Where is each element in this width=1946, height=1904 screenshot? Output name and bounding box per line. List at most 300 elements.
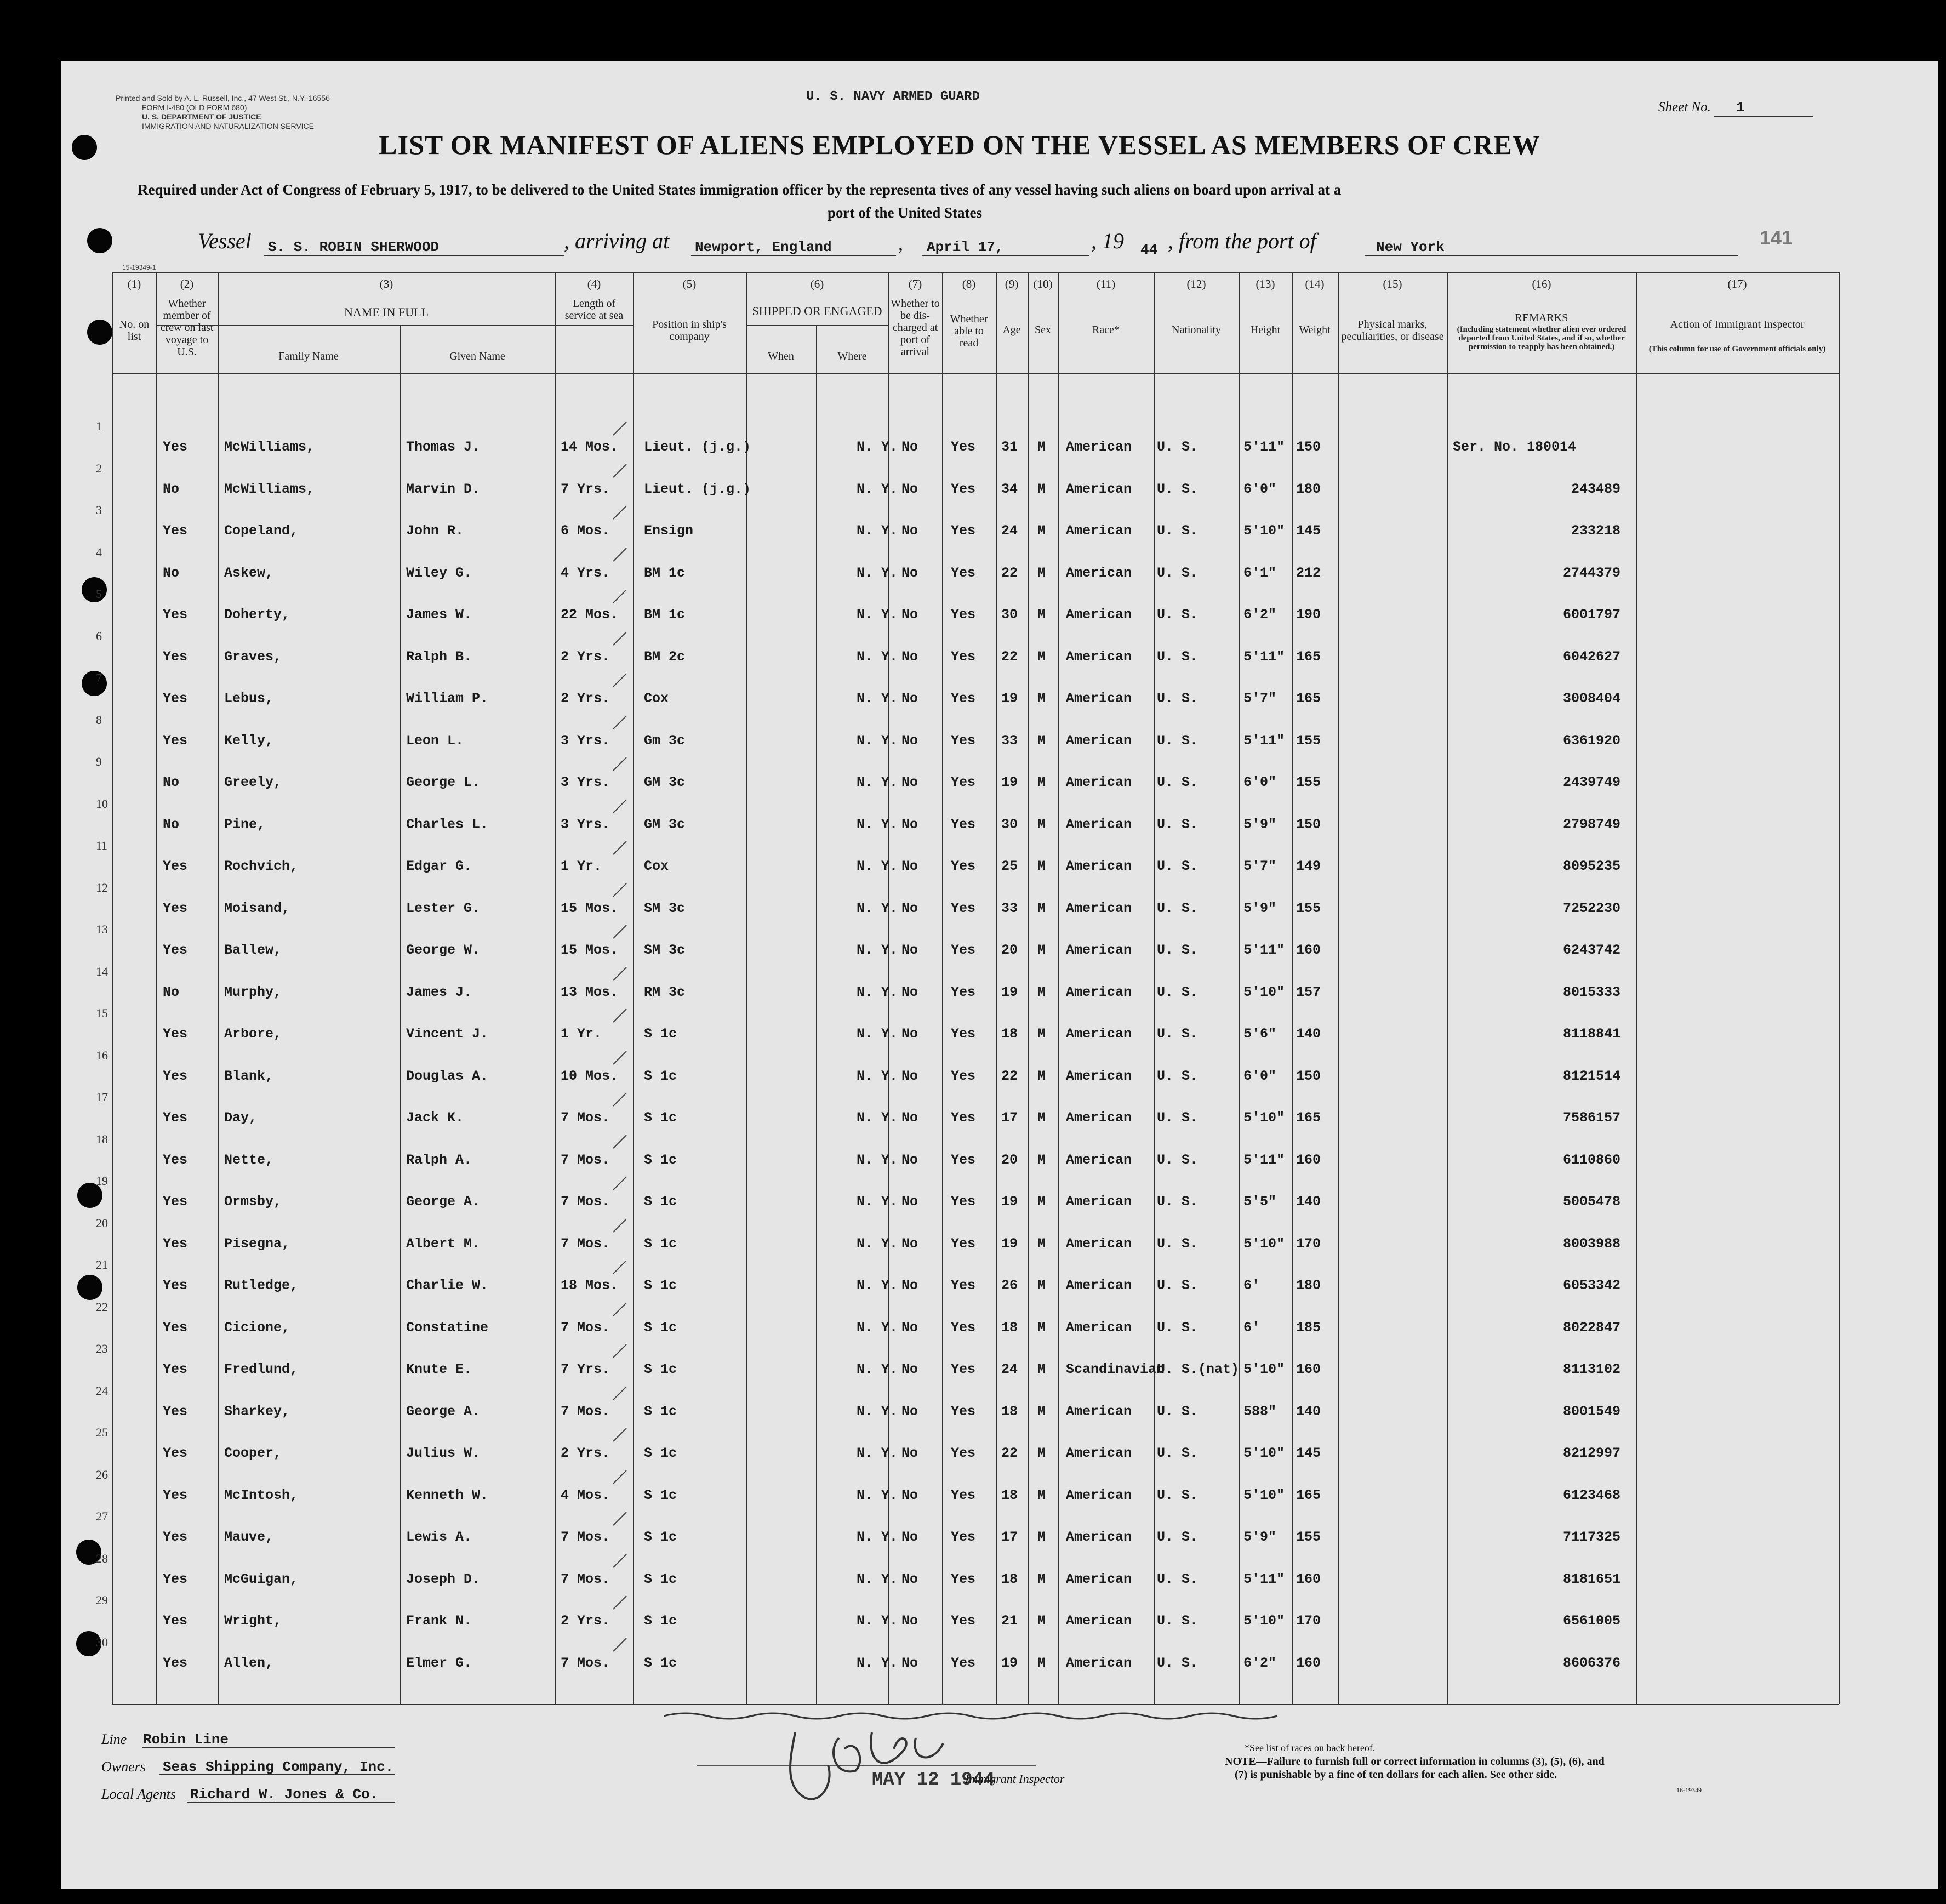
sheet-label: Sheet No. [1658,100,1711,115]
col-14-heading: Weight [1299,324,1331,336]
check-mark-icon [609,1397,631,1419]
departure-port: New York [1376,239,1445,255]
family-name: Blank, [224,1068,274,1084]
remarks-serial: 8001549 [1562,1404,1620,1420]
sheet-number: 1 [1714,99,1813,117]
race: American [1066,817,1132,833]
family-name: McIntosh, [224,1487,299,1503]
weight: 170 [1296,1236,1321,1252]
height: 5'11" [1243,942,1285,958]
service-length: 3 Yrs. [561,774,610,790]
ship-position: S 1c [644,1445,677,1461]
shipped-where: N. Y. [857,649,898,665]
service-length: 15 Mos. [561,900,619,916]
form-number: FORM I-480 (OLD FORM 680) [142,103,247,112]
weight: 165 [1296,649,1321,665]
service-length: 13 Mos. [561,984,619,1000]
race: American [1066,1529,1132,1545]
shipped-where: N. Y. [857,1236,898,1252]
race: American [1066,1278,1132,1293]
given-name: Joseph D. [406,1571,481,1587]
remarks-serial: 8003988 [1562,1236,1620,1252]
row-number: 4 [96,545,102,559]
able-to-read: Yes [951,1613,976,1629]
discharged: No [901,649,918,665]
discharged: No [901,1571,918,1587]
age: 17 [1001,1110,1018,1126]
service-length: 10 Mos. [561,1068,619,1084]
check-mark-icon [609,1313,631,1335]
age: 19 [1001,691,1018,706]
check-mark-icon [609,1145,631,1167]
race: American [1066,774,1132,790]
agents-label: Local Agents [101,1786,176,1802]
crew-last-voyage: Yes [163,1026,188,1042]
service-length: 22 Mos. [561,607,619,623]
height: 5'10" [1243,984,1285,1000]
col-14-number: (14) [1305,277,1325,290]
sex: M [1037,1026,1046,1042]
height: 5'10" [1243,1445,1285,1461]
row-number: 16 [96,1048,108,1062]
sex: M [1037,900,1046,916]
given-name: Knute E. [406,1361,472,1377]
discharged: No [901,1152,918,1168]
department-name: U. S. DEPARTMENT OF JUSTICE [142,112,261,121]
weight: 180 [1296,481,1321,497]
col-11-heading: Race* [1092,324,1120,336]
crew-last-voyage: Yes [163,1068,188,1084]
shipped-where: N. Y. [857,1194,898,1210]
row-number: 30 [96,1635,108,1649]
remarks-serial: 7252230 [1562,900,1620,916]
family-name: Askew, [224,565,274,581]
check-mark-icon [609,936,631,957]
height: 6' [1243,1320,1260,1336]
given-name: Leon L. [406,733,464,749]
family-name: McWilliams, [224,481,315,497]
remarks-serial: 7117325 [1562,1529,1620,1545]
nationality: U. S. [1157,733,1199,749]
col-15-number: (15) [1383,277,1402,290]
sex: M [1037,1278,1046,1293]
able-to-read: Yes [951,1320,976,1336]
crew-last-voyage: Yes [163,1110,188,1126]
able-to-read: Yes [951,565,976,581]
given-name: Marvin D. [406,481,481,497]
crew-last-voyage: Yes [163,1613,188,1629]
check-mark-icon [609,978,631,1000]
col-4-heading: Length of service at sea [564,298,624,322]
remarks-serial: 2744379 [1562,565,1620,581]
discharged: No [901,1110,918,1126]
family-name: Ormsby, [224,1194,282,1210]
ship-position: S 1c [644,1026,677,1042]
inspector-label: Immigrant Inspector [965,1772,1065,1786]
check-mark-icon [609,894,631,916]
given-name: George L. [406,774,481,790]
crew-last-voyage: Yes [163,1529,188,1545]
height: 6'0" [1243,774,1277,790]
nationality: U. S. [1157,481,1199,497]
family-name: Allen, [224,1655,274,1671]
vessel-label: Vessel [198,229,252,253]
family-name: Sharkey, [224,1404,290,1420]
able-to-read: Yes [951,523,976,539]
weight: 170 [1296,1613,1321,1629]
ship-position: S 1c [644,1194,677,1210]
discharged: No [901,774,918,790]
race: American [1066,1236,1132,1252]
family-name: Wright, [224,1613,282,1629]
family-name: Cooper, [224,1445,282,1461]
crew-last-voyage: Yes [163,691,188,706]
col-5-heading: Position in ship's company [652,318,727,343]
nationality: U. S. [1157,984,1199,1000]
shipped-where: N. Y. [857,1404,898,1420]
sex: M [1037,607,1046,623]
col-9-heading: Age [1002,324,1021,336]
shipped-where: N. Y. [857,607,898,623]
shipped-where: N. Y. [857,1110,898,1126]
ship-position: SM 3c [644,942,686,958]
check-mark-icon [609,1606,631,1628]
given-name: James W. [406,607,472,623]
page-number: 141 [1760,226,1793,249]
arrival-date: April 17, [927,239,1004,255]
crew-last-voyage: Yes [163,1445,188,1461]
col-10-heading: Sex [1035,324,1051,336]
remarks-serial: 6053342 [1562,1278,1620,1293]
shipped-where: N. Y. [857,1487,898,1503]
given-name: Lester G. [406,900,481,916]
col-7-heading: Whether to be dis-charged at port of arrival [891,298,940,358]
nationality: U. S. [1157,1152,1199,1168]
weight: 190 [1296,607,1321,623]
family-name: Kelly, [224,733,274,749]
height: 6'2" [1243,1655,1277,1671]
nationality: U. S. [1157,1320,1199,1336]
remarks-serial: 6110860 [1562,1152,1620,1168]
given-name: Julius W. [406,1445,481,1461]
row-number: 25 [96,1426,108,1439]
age: 24 [1001,523,1018,539]
shipped-where: N. Y. [857,1068,898,1084]
check-mark-icon [609,600,631,622]
shipped-where: N. Y. [857,1278,898,1293]
sex: M [1037,858,1046,874]
age: 22 [1001,565,1018,581]
service-length: 15 Mos. [561,942,619,958]
discharged: No [901,942,918,958]
crew-last-voyage: Yes [163,1278,188,1293]
age: 18 [1001,1320,1018,1336]
crew-last-voyage: Yes [163,858,188,874]
service-length: 7 Mos. [561,1236,610,1252]
age: 19 [1001,1194,1018,1210]
col-13-heading: Height [1250,324,1281,336]
discharged: No [901,1278,918,1293]
sex: M [1037,1655,1046,1671]
weight: 155 [1296,900,1321,916]
crew-last-voyage: Yes [163,1194,188,1210]
discharged: No [901,1404,918,1420]
given-name: Thomas J. [406,439,481,455]
row-number: 24 [96,1384,108,1398]
agents-value: Richard W. Jones & Co. [190,1786,379,1803]
age: 19 [1001,1236,1018,1252]
printer-line: Printed and Sold by A. L. Russell, Inc., 47 West St., N.Y.-16556 [116,94,330,102]
family-name: Ballew, [224,942,282,958]
check-mark-icon [609,1019,631,1041]
check-mark-icon [609,516,631,538]
age: 22 [1001,1445,1018,1461]
race: American [1066,942,1132,958]
race: American [1066,607,1132,623]
service-length: 3 Yrs. [561,733,610,749]
discharged: No [901,817,918,833]
height: 5'10" [1243,523,1285,539]
height: 6'1" [1243,565,1277,581]
height: 6'0" [1243,1068,1277,1084]
height: 5'10" [1243,1613,1285,1629]
race: American [1066,1571,1132,1587]
weight: 155 [1296,1529,1321,1545]
able-to-read: Yes [951,439,976,455]
crew-last-voyage: Yes [163,733,188,749]
manifest-title: LIST OR MANIFEST OF ALIENS EMPLOYED ON THE VESSEL AS MEMBERS OF CREW [379,129,1540,160]
weight: 145 [1296,1445,1321,1461]
from-port-label: , from the port of [1168,229,1316,253]
height: 5'10" [1243,1487,1285,1503]
check-mark-icon [609,1229,631,1251]
weight: 160 [1296,1655,1321,1671]
owners-value: Seas Shipping Company, Inc. [163,1759,394,1775]
row-number: 18 [96,1132,108,1146]
race: Scandinavian [1066,1361,1165,1377]
service-length: 4 Mos. [561,1487,610,1503]
race: American [1066,858,1132,874]
col-8-heading: Whether able to read [950,313,988,349]
ship-position: S 1c [644,1068,677,1084]
check-mark-icon [609,432,631,454]
row-number: 13 [96,922,108,936]
able-to-read: Yes [951,1068,976,1084]
nationality: U. S. [1157,1571,1199,1587]
family-name: Rochvich, [224,858,299,874]
able-to-read: Yes [951,774,976,790]
nationality: U. S.(nat) [1157,1361,1240,1377]
remarks-serial: 6361920 [1562,733,1620,749]
shipped-where: N. Y. [857,565,898,581]
check-mark-icon [609,810,631,832]
row-number: 12 [96,881,108,894]
row-number: 6 [96,629,102,643]
row-number: 26 [96,1468,108,1481]
family-name: Cicione, [224,1320,290,1336]
subtitle-line-2: port of the United States [828,204,982,221]
discharged: No [901,439,918,455]
weight: 180 [1296,1278,1321,1293]
crew-last-voyage: Yes [163,1571,188,1587]
sex: M [1037,1529,1046,1545]
weight: 145 [1296,523,1321,539]
service-length: 2 Yrs. [561,1445,610,1461]
discharged: No [901,858,918,874]
race: American [1066,523,1132,539]
discharged: No [901,1445,918,1461]
discharged: No [901,1529,918,1545]
given-name: Elmer G. [406,1655,472,1671]
given-name: Douglas A. [406,1068,489,1084]
col-7-number: (7) [908,277,922,290]
sex: M [1037,1194,1046,1210]
discharged: No [901,1655,918,1671]
given-name: Ralph B. [406,649,472,665]
able-to-read: Yes [951,1152,976,1168]
height: 5'7" [1243,858,1277,874]
able-to-read: Yes [951,1487,976,1503]
given-name: Edgar G. [406,858,472,874]
age: 22 [1001,1068,1018,1084]
able-to-read: Yes [951,1361,976,1377]
height: 5'10" [1243,1110,1285,1126]
weight: 150 [1296,817,1321,833]
given-name: Ralph A. [406,1152,472,1168]
service-length: 7 Yrs. [561,1361,610,1377]
age: 17 [1001,1529,1018,1545]
given-name: John R. [406,523,464,539]
discharged: No [901,1613,918,1629]
row-number: 20 [96,1216,108,1230]
weight: 165 [1296,691,1321,706]
sex: M [1037,1613,1046,1629]
sex: M [1037,1320,1046,1336]
age: 33 [1001,900,1018,916]
nationality: U. S. [1157,1445,1199,1461]
crew-last-voyage: Yes [163,1152,188,1168]
family-name: Moisand, [224,900,290,916]
age: 33 [1001,733,1018,749]
able-to-read: Yes [951,1404,976,1420]
service-length: 7 Mos. [561,1152,610,1168]
shipped-where: N. Y. [857,858,898,874]
age: 26 [1001,1278,1018,1293]
ship-position: S 1c [644,1110,677,1126]
shipped-where: N. Y. [857,942,898,958]
weight: 140 [1296,1194,1321,1210]
row-number: 14 [96,965,108,978]
row-number: 15 [96,1006,108,1020]
col-5-number: (5) [682,277,697,290]
ship-position: GM 3c [644,817,686,833]
service-length: 14 Mos. [561,439,619,455]
given-name: Frank N. [406,1613,472,1629]
nationality: U. S. [1157,1026,1199,1042]
col-16-subheading: (Including statement whether alien ever ordered deported from United States, and if so, whether permission to reapply has been obtained.) [1457,325,1627,351]
discharged: No [901,733,918,749]
ship-position: SM 3c [644,900,686,916]
ship-position: S 1c [644,1152,677,1168]
shipped-when-heading: When [768,350,794,362]
height: 5'6" [1243,1026,1277,1042]
nationality: U. S. [1157,1655,1199,1671]
nationality: U. S. [1157,900,1199,916]
nationality: U. S. [1157,1613,1199,1629]
crew-last-voyage: Yes [163,1404,188,1420]
col-17-subheading: (This column for use of Government officials only) [1648,345,1826,354]
ship-position: S 1c [644,1529,677,1545]
crew-last-voyage: Yes [163,900,188,916]
given-name: George A. [406,1404,481,1420]
check-mark-icon [609,1103,631,1125]
family-name: Arbore, [224,1026,282,1042]
penalty-note-line-1: NOTE—Failure to furnish full or correct information in columns (3), (5), (6), and [1225,1755,1605,1768]
nationality: U. S. [1157,523,1199,539]
arriving-label: , arriving at [564,229,670,253]
race: American [1066,1613,1132,1629]
remarks-serial: 8212997 [1562,1445,1620,1461]
check-mark-icon [609,558,631,580]
check-mark-icon [609,684,631,706]
ship-position: S 1c [644,1320,677,1336]
able-to-read: Yes [951,942,976,958]
remarks-serial: Ser. No. 180014 [1453,439,1577,455]
col-16-heading: REMARKS [1515,312,1568,324]
discharged: No [901,1068,918,1084]
row-number: 19 [96,1174,108,1188]
ship-position: Ensign [644,523,694,539]
service-length: 7 Mos. [561,1194,610,1210]
remarks-serial: 243489 [1571,481,1620,497]
ship-position: Cox [644,858,669,874]
height: 5'11" [1243,1571,1285,1587]
given-name: Jack K. [406,1110,464,1126]
age: 30 [1001,817,1018,833]
race: American [1066,1487,1132,1503]
check-mark-icon [609,768,631,790]
punch-hole [87,228,112,253]
ship-position: S 1c [644,1361,677,1377]
weight: 185 [1296,1320,1321,1336]
check-mark-icon [609,642,631,664]
able-to-read: Yes [951,1571,976,1587]
col-1-heading: No. on list [119,318,150,343]
age: 18 [1001,1404,1018,1420]
given-name: Constatine [406,1320,489,1336]
service-length: 3 Yrs. [561,817,610,833]
check-mark-icon [609,1523,631,1544]
service-length: 7 Mos. [561,1655,610,1671]
height: 5'10" [1243,1236,1285,1252]
sex: M [1037,1152,1046,1168]
remarks-serial: 233218 [1571,523,1620,539]
able-to-read: Yes [951,817,976,833]
remarks-serial: 8181651 [1562,1571,1620,1587]
check-mark-icon [609,1481,631,1503]
given-name: Charlie W. [406,1278,489,1293]
check-mark-icon [609,475,631,497]
discharged: No [901,565,918,581]
service-length: 2 Yrs. [561,1613,610,1629]
crew-last-voyage: Yes [163,1236,188,1252]
shipped-where: N. Y. [857,1445,898,1461]
races-note: *See list of races on back hereof. [1245,1742,1376,1753]
remarks-serial: 3008404 [1562,691,1620,706]
shipped-where: N. Y. [857,817,898,833]
age: 20 [1001,942,1018,958]
crew-last-voyage: Yes [163,607,188,623]
